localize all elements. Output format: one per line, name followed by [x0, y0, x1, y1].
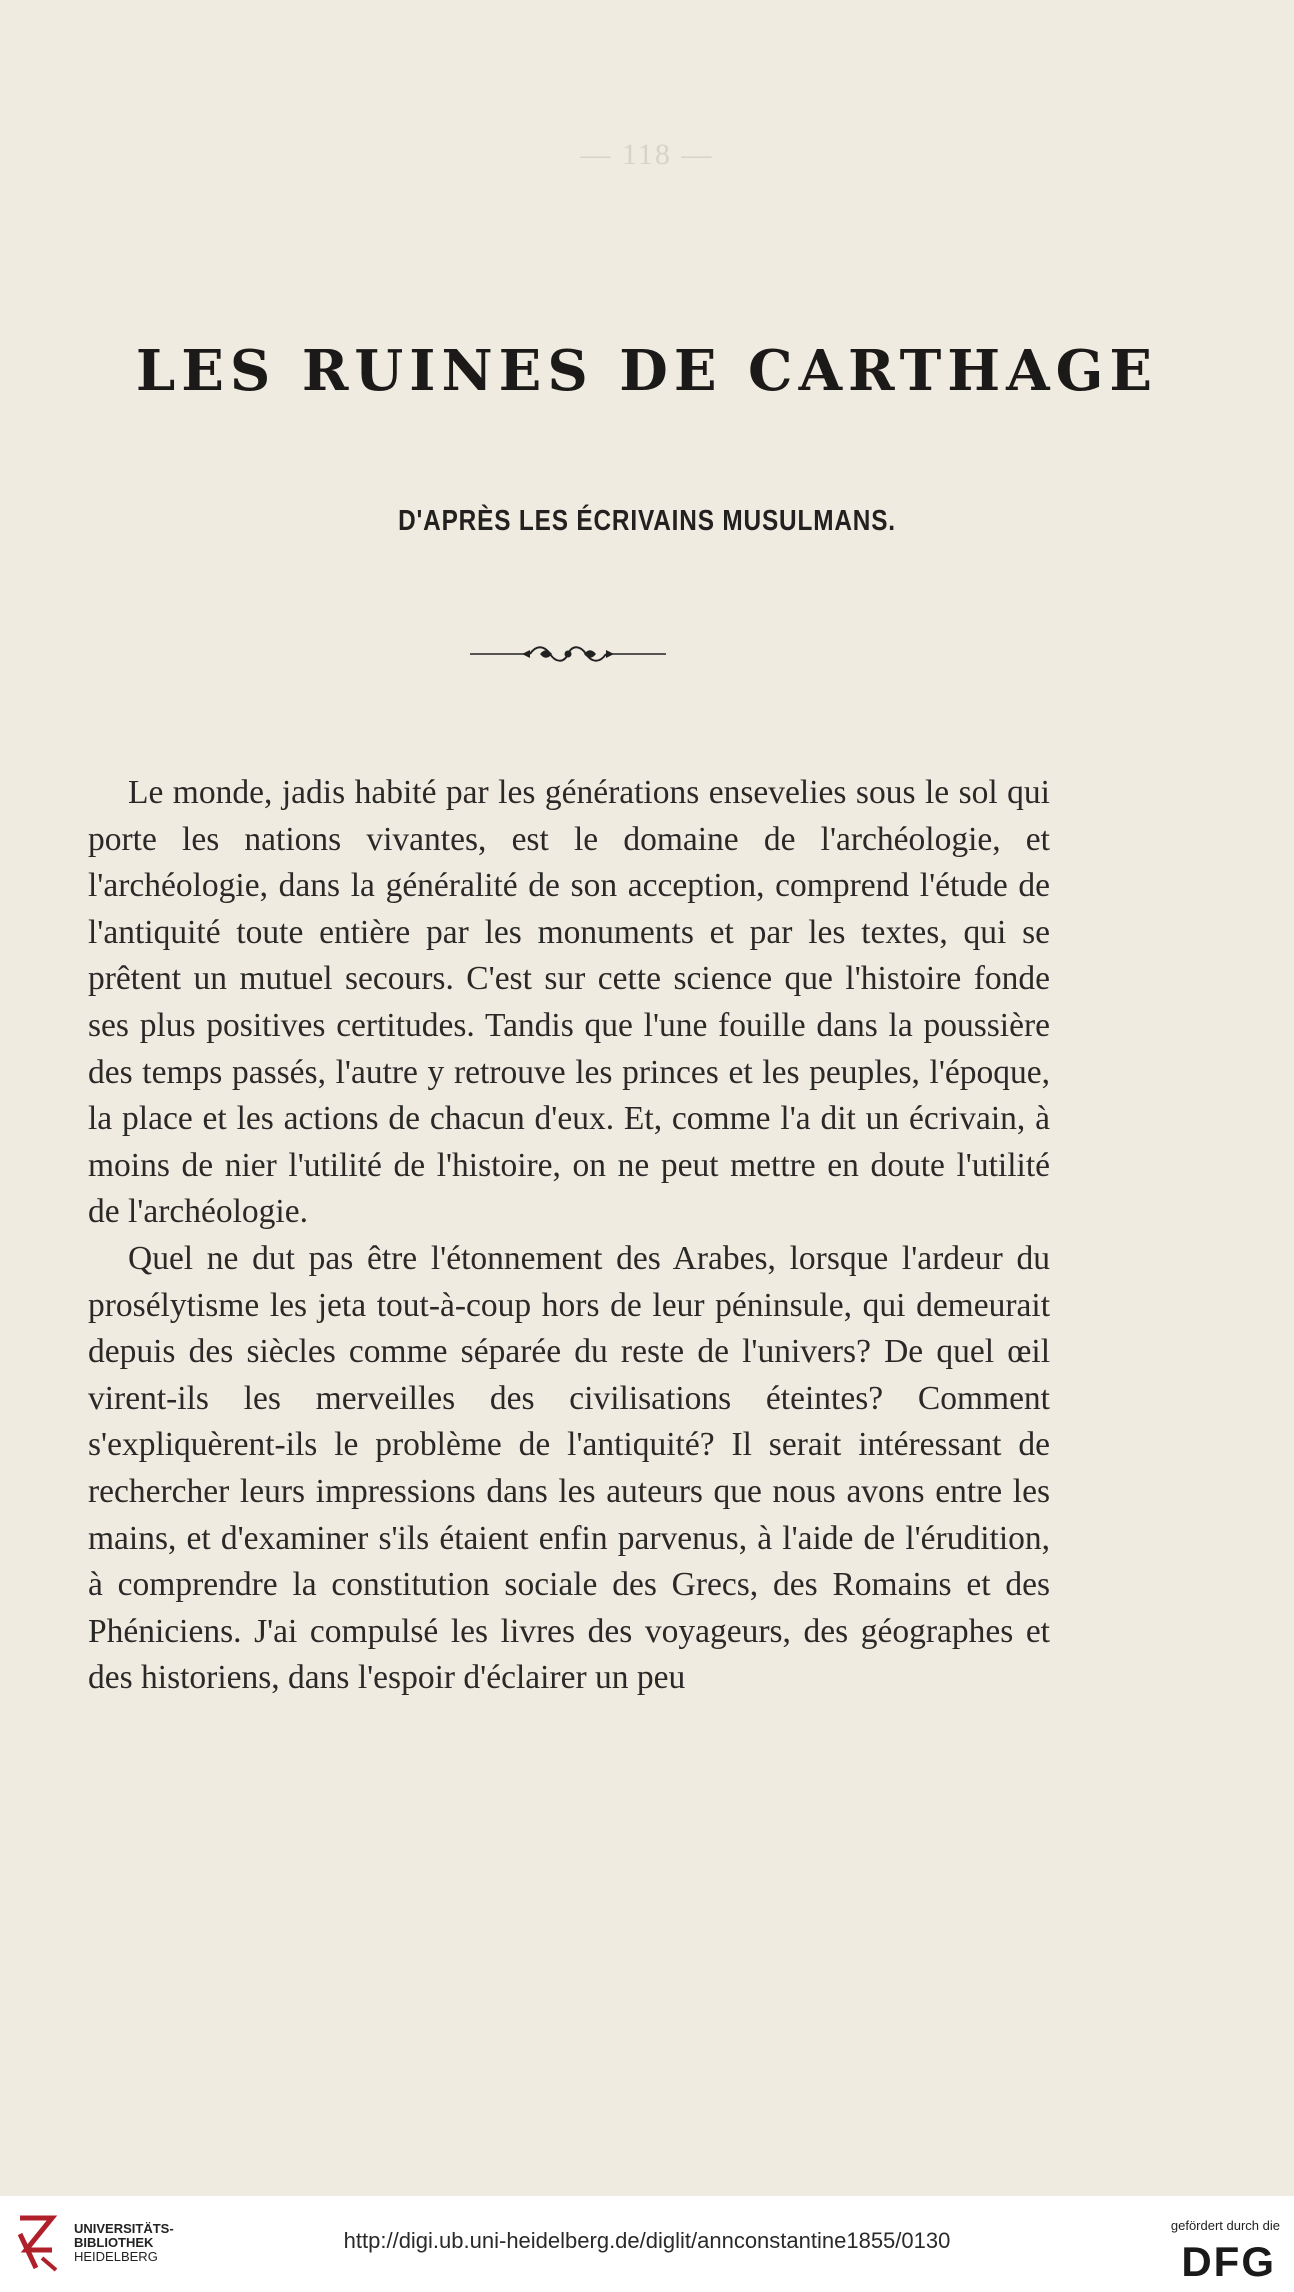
article-subtitle: D'APRÈS LES ÉCRIVAINS MUSULMANS.: [398, 505, 896, 537]
decorative-flourish-icon: [470, 633, 666, 675]
paragraph-1: Le monde, jadis habité par les générations ensevelies sous le sol qui porte les nations vivantes, est le domaine de l'archéologie, et l'archéologie, dans la généralité de son acception, comprend l'étude de l'antiquité toute entière par les monuments et par les textes, qui se prêtent un mutuel secours. C'est sur cette science que l'histoire fonde ses plus positives certitudes. Tandis que l'une fouille dans la poussière des temps passés, l'autre y retrouve les princes et les peuples, l'époque, la place et les actions de chacun d'eux. Et, comme l'a dit un écrivain, à moins de nier l'utilité de l'histoire, on ne peut mettre en doute l'utilité de l'archéologie.: [88, 774, 1050, 1231]
dfg-logo-icon: DFG: [1181, 2238, 1276, 2285]
paragraph-2: Quel ne dut pas être l'étonnement des Arabes, lorsque l'ardeur du prosélytisme les jeta tout-à-coup hors de leur péninsule, qui demeurait depuis des siècles comme séparée du reste de l'univers? De quel œil virent-ils les merveilles des civilisations éteintes? Comment s'expliquèrent-ils le problème de l'antiquité? Il serait intéressant de rechercher leurs impressions dans les auteurs que nous avons entre les mains, et d'examiner s'ils étaient enfin parvenus, à l'aide de l'érudition, à comprendre la constitution sociale des Grecs, des Romains et des Phéniciens. J'ai compulsé les livres des voyageurs, des géographes et des historiens, dans l'espoir d'éclairer un peu: [88, 1239, 1050, 1697]
body-text: [88, 770, 1050, 1702]
library-name-line-1: UNIVERSITÄTS-: [74, 2221, 174, 2236]
funding-caption: gefördert durch die: [1170, 2218, 1280, 2233]
article-title: LES RUINES DE CARTHAGE: [135, 338, 1159, 404]
library-name-line-2: BIBLIOTHEK: [74, 2235, 154, 2250]
page-number: — 118 —: [580, 138, 714, 171]
permalink-url[interactable]: http://digi.ub.uni-heidelberg.de/diglit/annconstantine1855/0130: [343, 2228, 951, 2253]
library-name-line-3: HEIDELBERG: [74, 2249, 158, 2264]
